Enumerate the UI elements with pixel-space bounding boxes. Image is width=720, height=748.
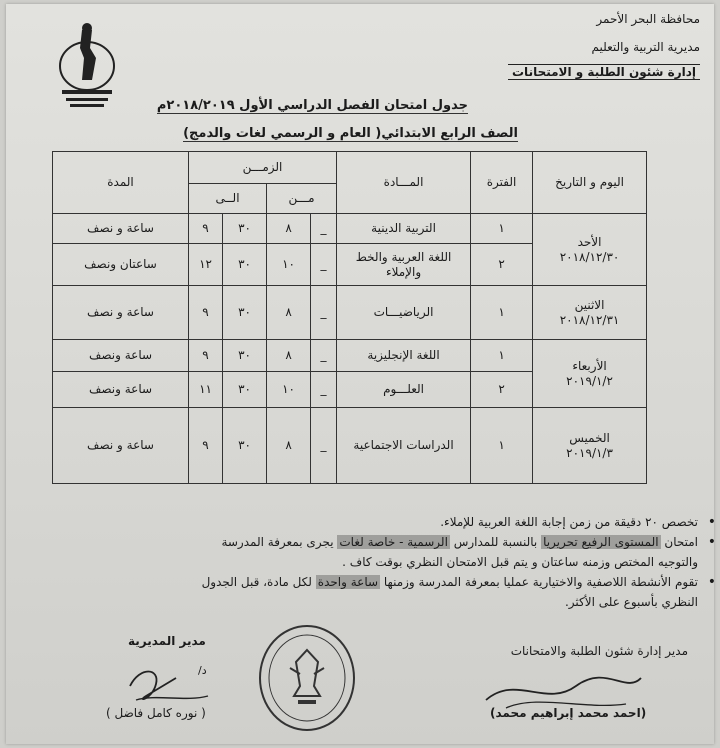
note-text: يجرى بمعرفة المدرسة [221,535,334,549]
to-hour-cell: ٩ [189,214,223,244]
director-signature-icon [116,656,226,706]
subject-cell: الرياضيـــات [337,286,471,340]
to-hour-cell: ١١ [189,372,223,408]
note-continuation [36,552,716,572]
header-from: مـــن [267,184,337,214]
day-date: ٢٠١٩/١/٢ [566,373,613,388]
dash-cell: _ [311,340,337,372]
grade-subtitle: الصف الرابع الابتدائي( العام و الرسمي لغات والدمج) [183,126,518,141]
duration-cell: ساعتان ونصف [53,244,189,286]
note-text: والتوجيه المختص وزمنه ساعتان و يتم قبل الامتحان النظري بوقت كاف . [342,555,698,569]
department-manager-name: (احمد محمد إبراهيم محمد) [490,706,647,720]
table-row [53,340,647,372]
from-hour-cell: ٨ [267,340,311,372]
period-cell: ١ [471,408,533,484]
director-mark: د/ [198,664,207,677]
note-item [36,512,716,532]
note-continuation [36,592,716,612]
from-hour-cell: ١٠ [267,372,311,408]
exam-table-title: جدول امتحان الفصل الدراسي الأول ٢٠١٨/٢٠١٩م [156,98,468,113]
table-row [53,214,647,244]
subject-cell: التربية الدينية [337,214,471,244]
note-text: النظري بأسبوع على الأكثر. [564,595,698,609]
department-manager-title: مدير إدارة شئون الطلبة والامتحانات [510,644,688,658]
note-highlight: الرسمية - خاصة لغات [339,535,448,549]
to-hour-cell: ٩ [189,286,223,340]
dash-cell: _ [311,372,337,408]
header-period: الفترة [471,152,533,214]
dash-cell: _ [311,214,337,244]
period-cell: ١ [471,286,533,340]
to-minute-cell: ٣٠ [223,244,267,286]
subject-cell: العلـــوم [337,372,471,408]
header-to: الــى [189,184,267,214]
period-cell: ١ [471,214,533,244]
from-hour-cell: ١٠ [267,244,311,286]
from-hour-cell: ٨ [267,286,311,340]
note-text: تقوم الأنشطة اللاصفية والاختيارية عمليا بمعرفة المدرسة وزمنها [383,575,698,589]
to-hour-cell: ١٢ [189,244,223,286]
subject-cell: اللغة العربية والخط والإملاء [337,244,471,286]
day-name: الأحد [577,234,602,249]
duration-cell: ساعة ونصف [53,372,189,408]
document-page [6,4,714,744]
note-highlight: المستوى الرفيع تحريريا [543,535,659,549]
subject-cell: الدراسات الاجتماعية [337,408,471,484]
directorate-director-name: ( نوره كامل فاضل ) [106,706,206,720]
dash-cell: _ [311,286,337,340]
note-highlight: ساعة واحدة [317,575,379,589]
official-seal-icon [256,622,358,734]
note-text: بالنسبة للمدارس [453,535,538,549]
to-minute-cell: ٣٠ [223,286,267,340]
to-hour-cell: ٩ [189,340,223,372]
period-cell: ٢ [471,244,533,286]
to-minute-cell: ٣٠ [223,340,267,372]
to-minute-cell: ٣٠ [223,372,267,408]
from-hour-cell: ٨ [267,408,311,484]
day-name: الخميس [569,430,610,445]
day-cell [533,286,647,340]
to-hour-cell: ٩ [189,408,223,484]
header-day-date: اليوم و التاريخ [533,152,647,214]
dash-cell: _ [311,244,337,286]
from-hour-cell: ٨ [267,214,311,244]
exam-schedule-table [52,151,647,484]
directorate-director-title: مدير المديرية [128,634,206,648]
duration-cell: ساعة و نصف [53,214,189,244]
table-row [53,408,647,484]
note-item [36,572,716,592]
governorate-name: محافظة البحر الأحمر [596,12,700,26]
note-text: تخصص ٢٠ دقيقة من زمن إجابة اللغة العربية للإملاء. [440,515,698,529]
subject-cell: اللغة الإنجليزية [337,340,471,372]
header-duration: المدة [53,152,189,214]
dash-cell: _ [311,408,337,484]
day-date: ٢٠١٨/١٢/٣٠ [559,249,620,264]
duration-cell: ساعة و نصف [53,286,189,340]
exam-notes [36,512,716,612]
to-minute-cell: ٣٠ [223,408,267,484]
header-time: الزمـــن [189,152,337,184]
directorate-name: مديرية التربية والتعليم [591,40,700,54]
day-cell [533,408,647,484]
note-text: لكل مادة، قبل الجدول [201,575,312,589]
period-cell: ٢ [471,372,533,408]
day-date: ٢٠١٨/١٢/٣١ [559,312,620,327]
day-date: ٢٠١٩/١/٣ [566,445,613,460]
period-cell: ١ [471,340,533,372]
department-name: إدارة شئون الطلبة و الامتحانات [508,64,700,80]
day-cell [533,340,647,408]
day-cell [533,214,647,286]
note-text: امتحان [664,535,698,549]
duration-cell: ساعة ونصف [53,340,189,372]
duration-cell: ساعة و نصف [53,408,189,484]
table-row [53,286,647,340]
day-name: الأربعاء [572,358,607,373]
to-minute-cell: ٣٠ [223,214,267,244]
day-name: الاثنين [574,297,605,312]
note-item [36,532,716,552]
header-subject: المـــادة [337,152,471,214]
directorate-logo-icon [54,18,120,110]
